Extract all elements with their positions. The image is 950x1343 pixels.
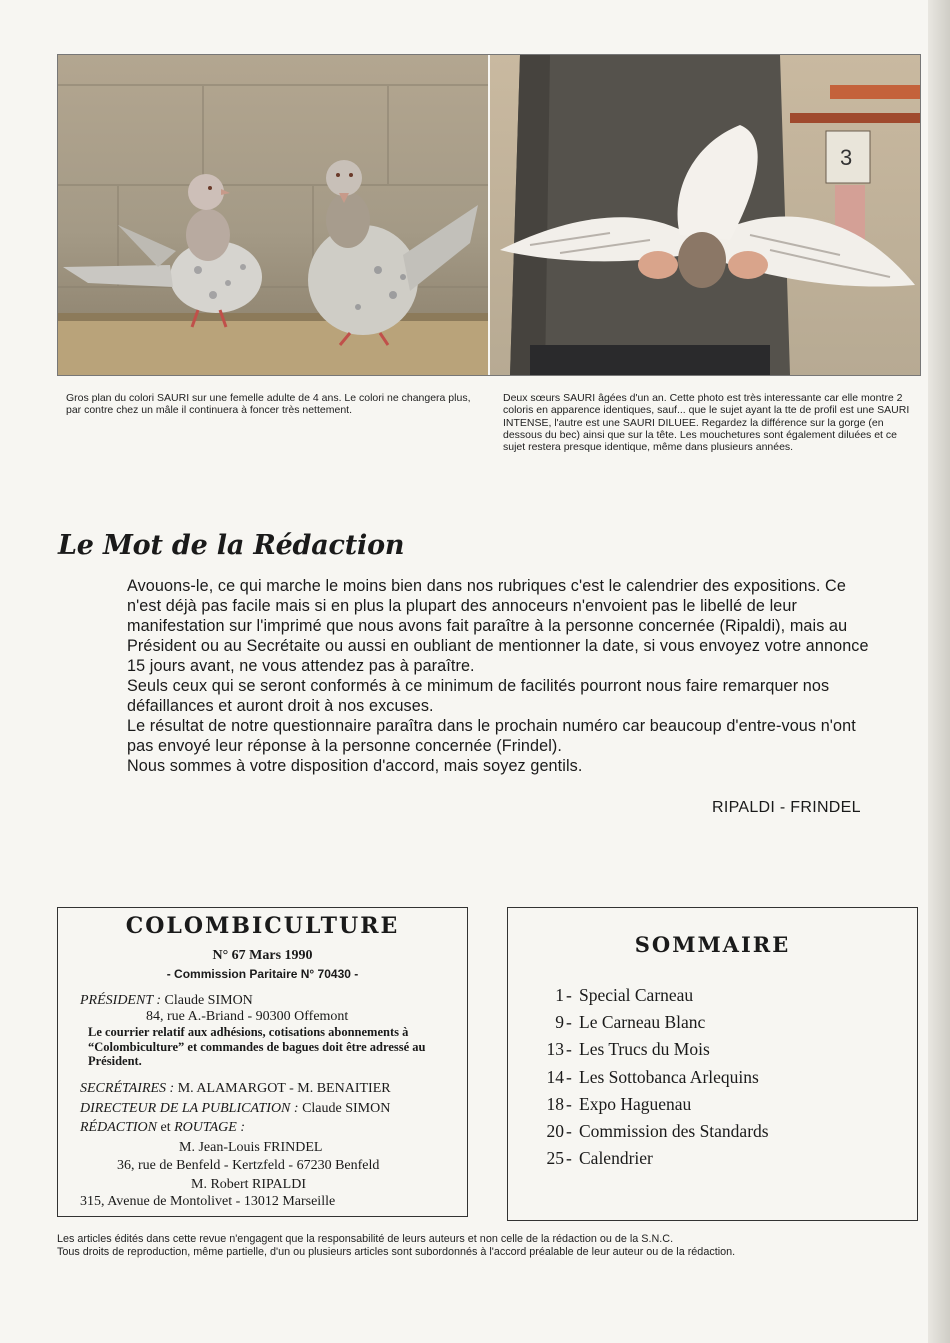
contents-item: 9 - Le Carneau Blanc: [508, 1012, 917, 1039]
editorial-body: [127, 576, 882, 776]
photo-caption-left: Gros plan du colori SAURI sur une femelle adulte de 4 ans. Le colori ne changera plus, par contre chez un mâle il continuera à foncer très nettement.: [66, 392, 471, 417]
photo-caption-right: Deux sœurs SAURI âgées d'un an. Cette photo est très interessante car elle montre 2 coloris en apparence identiques, sauf... que le sujet ayant la tte de profil est une SAURI INTENSE, l'autre est une SAURI DILUEE. Regardez la différence sur la gorge (en dessous du bec) ainsi que sur la tête. Les mouchetures sont également diluées et ce sujet restera presque identique, même dans plusieurs années.: [503, 392, 910, 454]
editorial-paragraph: Le résultat de notre questionnaire paraîtra dans le prochain numéro car beaucoup d'entre-vous n'ont pas envoyé leur réponse à la personne concernée (Frindel).: [127, 717, 856, 755]
editorial-paragraph: Nous sommes à votre disposition d'accord, mais soyez gentils.: [127, 757, 583, 775]
contents-item-page: 20: [546, 1120, 564, 1141]
masthead-issue: N° 67 Mars 1990: [212, 948, 313, 963]
masthead-box: [57, 907, 468, 1217]
photo-two-pigeons-on-ledge: [58, 55, 488, 375]
masthead-president-line: [80, 993, 253, 1009]
contents-item-page: 25: [546, 1148, 564, 1169]
contents-item-title: Le Carneau Blanc: [579, 1012, 706, 1033]
contents-item-page: 13: [546, 1039, 564, 1060]
president-name: Claude SIMON: [164, 993, 253, 1008]
contact2-name: M. Robert RIPALDI: [191, 1177, 306, 1192]
routage-label: ROUTAGE :: [174, 1120, 246, 1135]
president-address: 84, rue A.-Briand - 90300 Offemont: [146, 1009, 349, 1024]
contents-item: 14 - Les Sottobanca Arlequins: [508, 1067, 917, 1094]
photo-strip: [57, 54, 921, 376]
contents-item: 20 - Commission des Standards: [508, 1121, 917, 1148]
page-edge-shadow: [928, 0, 950, 1343]
contents-list: [508, 985, 917, 1175]
contents-box: [507, 907, 918, 1221]
contact1-name: M. Jean-Louis FRINDEL: [179, 1140, 323, 1155]
editorial-title: Le Mot de la Rédaction: [58, 530, 405, 561]
secretaries-label: SECRÉTAIRES :: [80, 1081, 175, 1096]
photo-pigeon-spread-wings: [490, 55, 920, 375]
contact2-address: 315, Avenue de Montolivet - 13012 Marseille: [80, 1194, 336, 1209]
masthead-commission: - Commission Paritaire N° 70430 -: [166, 967, 359, 981]
director-name: Claude SIMON: [302, 1101, 391, 1116]
masthead-note: Le courrier relatif aux adhésions, cotisations abonnements à “Colombiculture” et commandes de bagues doit être adressé au Président.: [88, 1025, 426, 1068]
contents-item-title: Les Sottobanca Arlequins: [579, 1066, 759, 1087]
contents-item-title: Les Trucs du Mois: [579, 1039, 710, 1060]
contents-item-page: 18: [546, 1093, 564, 1114]
contents-item-title: Calendrier: [579, 1148, 653, 1169]
contents-item: 13 - Les Trucs du Mois: [508, 1039, 917, 1066]
contents-item-page: 1: [555, 985, 564, 1005]
contents-title: SOMMAIRE: [634, 932, 791, 957]
contents-item-page: 9: [555, 1012, 564, 1033]
editorial-signature: RIPALDI - FRINDEL: [712, 799, 861, 816]
footer-line: Tous droits de reproduction, même partielle, d'un ou plusieurs articles sont subordonnés à l'accord préalable de leur auteur ou de la rédaction.: [57, 1246, 736, 1258]
contents-item: 1 - Special Carneau: [508, 985, 917, 1012]
footer-line: Les articles édités dans cette revue n'engagent que la responsabilité de leurs auteurs et non celle de la rédaction ou de la S.N.C.: [57, 1233, 674, 1245]
contents-item-title: Special Carneau: [579, 985, 694, 1005]
contents-item-title: Expo Haguenau: [579, 1093, 692, 1114]
masthead-director-line: [80, 1101, 390, 1117]
editorial-paragraph: Avouons-le, ce qui marche le moins bien dans nos rubriques c'est le calendrier des expositions. Ce n'est déjà pas facile mais si en plus la plupart des annoceurs n'envoient pas le libellé de leur manifestation sur l'imprimé que nous avons fait paraître à la personne concernée (Ripaldi), mais au Président ou au Secrétaite ou aussi en oubliant de mentionner la date, si vous envoyez votre annonce 15 jours avant, ne vous attendez pas à paraître.: [127, 577, 869, 675]
masthead-redaction-line: [80, 1120, 245, 1136]
president-label: PRÉSIDENT :: [80, 993, 162, 1008]
redaction-label: RÉDACTION: [80, 1120, 157, 1135]
secretaries-names: M. ALAMARGOT - M. BENAITIER: [177, 1081, 391, 1096]
contents-item: 25 - Calendrier: [508, 1148, 917, 1175]
editorial-paragraph: Seuls ceux qui se seront conformés à ce minimum de facilités pourront nous faire remarquer nos défaillances et auront droit à nos excuses.: [127, 677, 830, 715]
redaction-and: et: [160, 1120, 171, 1135]
masthead-title: COLOMBICULTURE: [125, 913, 400, 939]
contact1-address: 36, rue de Benfeld - Kertzfeld - 67230 Benfeld: [117, 1158, 380, 1173]
contents-item: 18 - Expo Haguenau: [508, 1094, 917, 1121]
legal-footer: [57, 1233, 897, 1259]
contents-item-page: 14: [546, 1066, 564, 1087]
photo-sign-number: 3: [840, 145, 853, 170]
masthead-secretaries-line: [80, 1081, 391, 1097]
contents-item-title: Commission des Standards: [579, 1120, 769, 1141]
director-label: DIRECTEUR DE LA PUBLICATION :: [80, 1101, 299, 1116]
